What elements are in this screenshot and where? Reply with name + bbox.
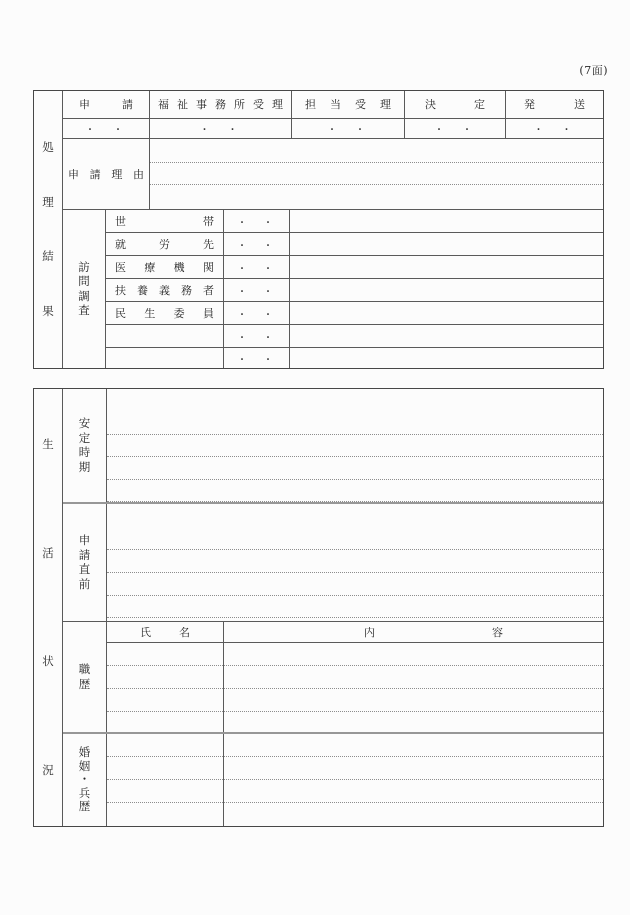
application-reason-fill-area — [150, 139, 603, 209]
work-history-row — [63, 622, 603, 734]
visit-row-blank — [106, 348, 603, 368]
application-reason-label: 申請理由 — [63, 139, 150, 209]
content-column-header: 内容 — [364, 626, 503, 638]
fill-line — [107, 618, 603, 621]
processing-result-table — [33, 90, 604, 369]
fill-line — [107, 480, 603, 502]
date-dots: ・ ・ — [224, 325, 290, 347]
date-dots-decision: ・ ・ — [405, 119, 506, 138]
visit-survey-label-cell — [63, 210, 106, 368]
date-dots-welfare-office: ・ ・ — [150, 119, 292, 138]
visit-row-label: 民生委員 — [115, 307, 214, 319]
fill-line — [107, 412, 603, 435]
visit-row-household — [106, 210, 603, 233]
visit-row-entry-area — [290, 210, 603, 232]
fill-line — [150, 185, 603, 209]
visit-row-entry-area — [290, 256, 603, 278]
fill-line — [224, 666, 603, 689]
column-header-welfare-office-receipt: 福祉事務所受理 — [150, 91, 292, 118]
processing-result-side-label: 処 理 結 果 — [42, 140, 54, 318]
fill-line — [107, 803, 223, 826]
life-situation-side-label: 生 活 状 況 — [42, 437, 54, 777]
column-header-staff-receipt: 担当受理 — [292, 91, 405, 118]
visit-row-entry-area — [290, 279, 603, 301]
fill-line — [224, 780, 603, 803]
fill-line — [107, 712, 223, 732]
stable-period-fill-area — [107, 389, 603, 502]
stable-period-label: 安 定 時 期 — [78, 416, 91, 474]
marriage-military-row — [63, 734, 603, 826]
application-reason-row — [63, 139, 603, 210]
date-dots-staff: ・ ・ — [292, 119, 405, 138]
visit-row-entry-area — [290, 325, 603, 347]
visit-row-blank — [106, 325, 603, 348]
fill-line — [107, 457, 603, 480]
fill-line — [224, 643, 603, 666]
visit-row-entry-area — [290, 233, 603, 255]
visit-row-entry-area — [290, 348, 603, 368]
before-application-row — [63, 504, 603, 622]
date-dots: ・ ・ — [224, 256, 290, 278]
visit-row-entry-area — [290, 302, 603, 324]
fill-line — [224, 757, 603, 780]
column-header-application: 申請 — [63, 91, 150, 118]
fill-line — [150, 139, 603, 163]
fill-line — [107, 689, 223, 712]
visit-row-workplace — [106, 233, 603, 256]
date-header-block — [63, 91, 603, 139]
fill-line — [107, 550, 603, 573]
fill-line — [107, 389, 603, 412]
fill-line — [107, 596, 603, 618]
fill-line — [224, 689, 603, 712]
fill-line — [107, 734, 223, 757]
date-dots-application: ・ ・ — [63, 119, 150, 138]
fill-line — [107, 643, 223, 666]
visit-row-support-obligor — [106, 279, 603, 302]
visit-row-welfare-commissioner — [106, 302, 603, 325]
date-dots: ・ ・ — [224, 210, 290, 232]
name-column-header: 氏名 — [107, 622, 224, 642]
fill-line — [107, 527, 603, 550]
life-situation-table — [33, 388, 604, 827]
history-header-row — [107, 622, 603, 643]
fill-line — [107, 757, 223, 780]
fill-line — [107, 435, 603, 458]
before-application-label: 申 請 直 前 — [78, 533, 91, 591]
fill-line — [107, 504, 603, 527]
fill-line — [150, 163, 603, 185]
fill-line — [224, 712, 603, 732]
date-dots-dispatch: ・ ・ — [533, 125, 576, 136]
column-header-dispatch: 発送 — [524, 99, 585, 110]
date-dots: ・ ・ — [224, 233, 290, 255]
column-header-decision: 決定 — [405, 91, 506, 118]
work-history-fill-area — [107, 643, 603, 732]
processing-result-side-cell — [34, 91, 63, 368]
date-dots: ・ ・ — [224, 279, 290, 301]
visit-row-medical-institution — [106, 256, 603, 279]
stable-period-row — [63, 389, 603, 504]
visit-row-label: 医療機関 — [115, 261, 214, 273]
page-number-label: (7面) — [579, 64, 608, 77]
fill-line — [107, 666, 223, 689]
visit-survey-label: 訪 問 調 査 — [78, 259, 90, 317]
marriage-military-label: 婚 姻 ・ 兵 歴 — [78, 745, 91, 814]
visit-row-label: 世帯 — [115, 215, 214, 227]
visit-row-label: 扶養義務者 — [115, 284, 214, 296]
date-dots: ・ ・ — [224, 348, 290, 368]
life-situation-side-cell — [34, 389, 63, 826]
fill-line — [107, 573, 603, 596]
date-dots: ・ ・ — [224, 302, 290, 324]
fill-line — [224, 734, 603, 757]
marriage-military-fill-area — [107, 734, 603, 826]
visit-survey-section — [63, 210, 603, 368]
fill-line — [107, 780, 223, 803]
visit-row-label: 就労先 — [115, 238, 214, 250]
before-application-fill-area — [107, 504, 603, 621]
fill-line — [224, 803, 603, 826]
work-history-label: 職 歴 — [78, 662, 91, 691]
